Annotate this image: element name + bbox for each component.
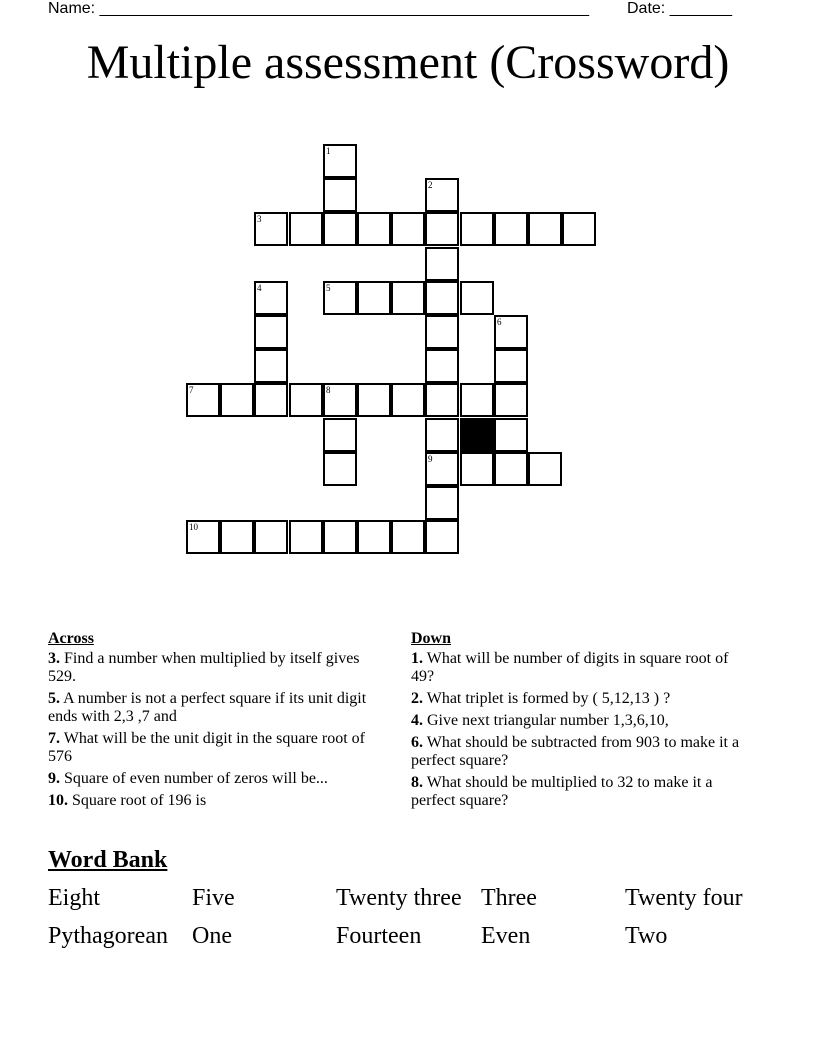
clue-number: 6. <box>411 734 423 751</box>
clue-across <box>48 792 383 810</box>
word-bank-word: Even <box>481 923 531 949</box>
crossword-cell[interactable] <box>323 418 357 452</box>
clue-text: A number is not a perfect square if its unit digit ends with 2,3 ,7 and <box>48 690 367 725</box>
crossword-cell[interactable] <box>289 383 323 417</box>
crossword-cell[interactable] <box>460 281 494 315</box>
word-bank-word: Twenty three <box>336 885 462 911</box>
clue-number-label: 2 <box>428 180 433 190</box>
clue-text: Find a number when multiplied by itself gives 529. <box>48 650 360 685</box>
crossword-cell[interactable] <box>425 349 459 383</box>
crossword-cell[interactable] <box>494 383 528 417</box>
clue-down <box>411 712 751 730</box>
clue-number-label: 6 <box>497 317 502 327</box>
word-bank-word: Pythagorean <box>48 923 168 949</box>
clue-number-label: 3 <box>257 214 262 224</box>
crossword-cell[interactable] <box>357 281 391 315</box>
word-bank-word: Two <box>625 923 668 949</box>
crossword-cell[interactable] <box>425 281 459 315</box>
clue-number: 10. <box>48 792 68 809</box>
clue-text: What should be multiplied to 32 to make it a perfect square? <box>411 774 713 809</box>
clue-number-label: 8 <box>326 385 331 395</box>
name-field-label: Name: _______________________________________________________ <box>48 0 589 17</box>
crossword-cell[interactable] <box>425 486 459 520</box>
crossword-cell[interactable] <box>323 144 357 178</box>
clue-number: 4. <box>411 712 423 729</box>
crossword-cell[interactable] <box>220 520 254 554</box>
crossword-cell[interactable] <box>254 349 288 383</box>
crossword-cell[interactable] <box>425 520 459 554</box>
crossword-cell[interactable] <box>425 212 459 246</box>
crossword-cell[interactable] <box>289 520 323 554</box>
word-bank-title: Word Bank <box>48 847 168 873</box>
clue-down <box>411 774 751 810</box>
clue-number: 2. <box>411 690 423 707</box>
clue-number: 1. <box>411 650 423 667</box>
clue-number-label: 5 <box>326 283 331 293</box>
crossword-cell[interactable] <box>323 520 357 554</box>
crossword-cell[interactable] <box>460 452 494 486</box>
crossword-cell[interactable] <box>357 212 391 246</box>
clue-down <box>411 690 751 708</box>
clue-number-label: 4 <box>257 283 262 293</box>
crossword-cell[interactable] <box>494 315 528 349</box>
crossword-cell[interactable] <box>391 281 425 315</box>
crossword-cell[interactable] <box>528 452 562 486</box>
clue-down <box>411 734 751 770</box>
clue-text: What will be the unit digit in the square root of 576 <box>48 730 365 765</box>
word-bank-word: Three <box>481 885 537 911</box>
clue-number: 8. <box>411 774 423 791</box>
crossword-cell[interactable] <box>425 452 459 486</box>
clue-text: Give next triangular number 1,3,6,10, <box>427 712 669 729</box>
word-bank-word: Twenty four <box>625 885 743 911</box>
crossword-cell[interactable] <box>528 212 562 246</box>
clue-number: 3. <box>48 650 60 667</box>
crossword-cell[interactable] <box>391 383 425 417</box>
across-heading: Across <box>48 630 94 647</box>
clue-text: What triplet is formed by ( 5,12,13 ) ? <box>426 690 671 707</box>
clue-across <box>48 730 383 766</box>
crossword-cell[interactable] <box>323 383 357 417</box>
crossword-cell[interactable] <box>460 212 494 246</box>
crossword-cell[interactable] <box>494 418 528 452</box>
clue-number-label: 9 <box>428 454 433 464</box>
clue-number-label: 1 <box>326 146 331 156</box>
crossword-cell[interactable] <box>323 212 357 246</box>
crossword-cell[interactable] <box>220 383 254 417</box>
crossword-cell[interactable] <box>357 520 391 554</box>
date-field-label: Date: _______ <box>627 0 732 17</box>
clue-across <box>48 650 383 686</box>
crossword-cell[interactable] <box>425 315 459 349</box>
crossword-cell[interactable] <box>357 383 391 417</box>
clue-text: What should be subtracted from 903 to make it a perfect square? <box>411 734 740 769</box>
crossword-cell[interactable] <box>494 452 528 486</box>
clue-number-label: 7 <box>189 385 194 395</box>
crossword-cell[interactable] <box>425 383 459 417</box>
crossword-cell[interactable] <box>460 383 494 417</box>
crossword-cell[interactable] <box>254 315 288 349</box>
crossword-cell[interactable] <box>289 212 323 246</box>
word-bank-word: Five <box>192 885 235 911</box>
clue-across <box>48 770 383 788</box>
crossword-cell[interactable] <box>186 383 220 417</box>
clue-text: Square root of 196 is <box>72 792 207 809</box>
crossword-cell[interactable] <box>254 520 288 554</box>
down-clues <box>411 630 751 814</box>
crossword-cell[interactable] <box>323 452 357 486</box>
crossword-cell[interactable] <box>425 247 459 281</box>
crossword-cell[interactable] <box>562 212 596 246</box>
word-bank-word: Eight <box>48 885 100 911</box>
down-heading: Down <box>411 630 452 647</box>
clue-text: Square of even number of zeros will be... <box>64 770 328 787</box>
across-clues <box>48 630 383 814</box>
word-bank-word: Fourteen <box>336 923 422 949</box>
word-bank-word: One <box>192 923 232 949</box>
clue-number: 9. <box>48 770 60 787</box>
crossword-cell[interactable] <box>254 212 288 246</box>
crossword-cell[interactable] <box>323 178 357 212</box>
crossword-cell[interactable] <box>254 281 288 315</box>
clue-number-label: 10 <box>189 522 198 532</box>
crossword-cell[interactable] <box>425 418 459 452</box>
clue-number: 7. <box>48 730 60 747</box>
clue-number: 5. <box>48 690 60 707</box>
clue-text: What will be number of digits in square root of 49? <box>411 650 729 685</box>
clue-across <box>48 690 383 726</box>
clue-down <box>411 650 751 686</box>
crossword-cell[interactable] <box>391 212 425 246</box>
crossword-cell[interactable] <box>494 212 528 246</box>
crossword-cell[interactable] <box>391 520 425 554</box>
black-square <box>460 418 494 452</box>
crossword-cell[interactable] <box>425 178 459 212</box>
crossword-cell[interactable] <box>323 281 357 315</box>
crossword-cell[interactable] <box>186 520 220 554</box>
crossword-cell[interactable] <box>494 349 528 383</box>
page-title: Multiple assessment (Crossword) <box>86 36 730 89</box>
crossword-cell[interactable] <box>254 383 288 417</box>
